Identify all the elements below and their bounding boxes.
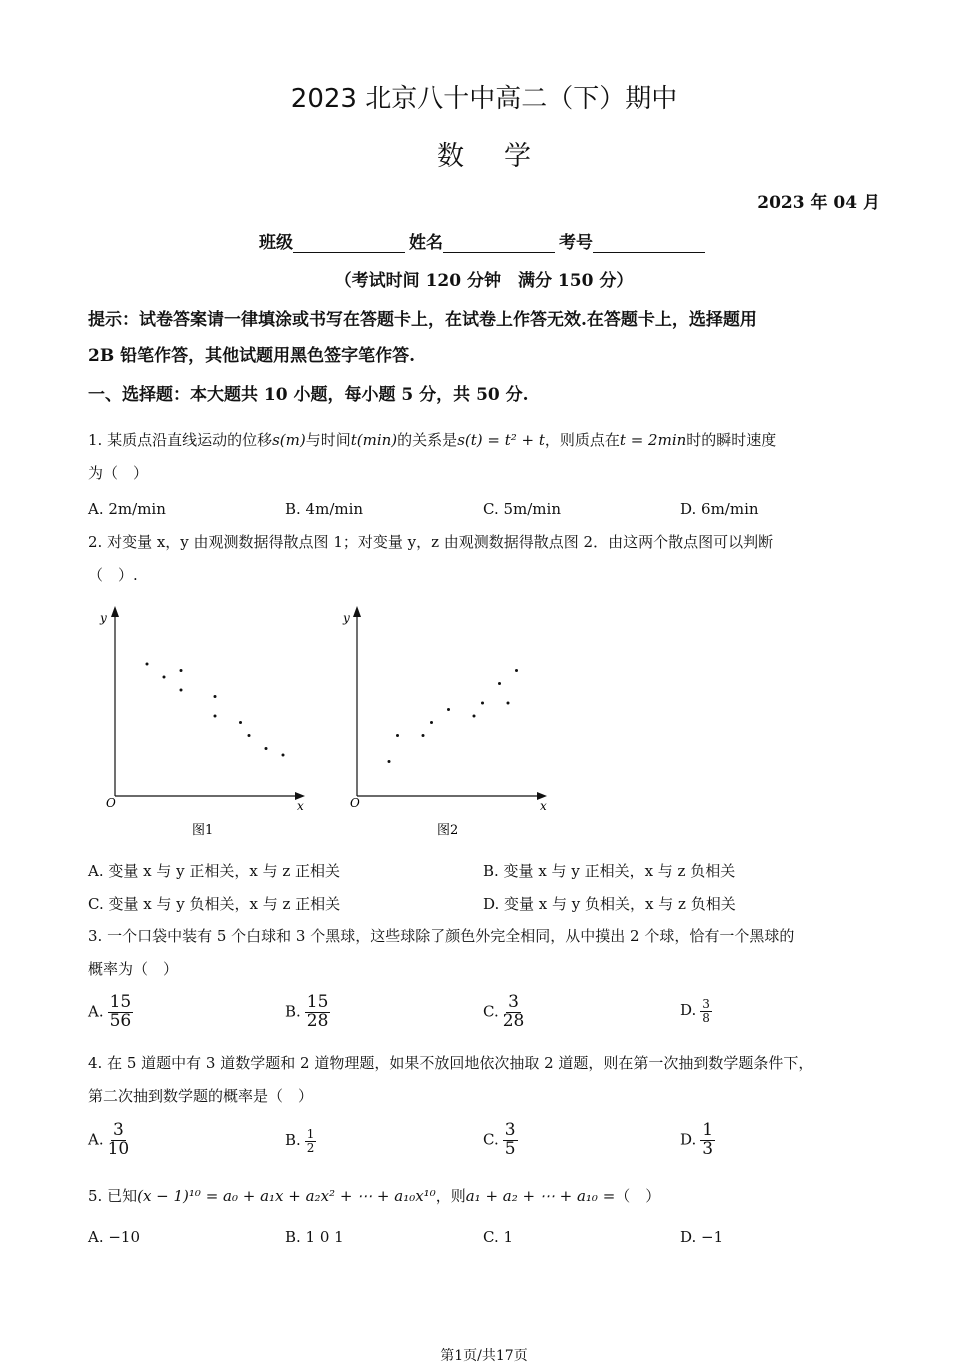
question-2-stem: 2. 对变量 x，y 由观测数据得散点图 1；对变量 y，z 由观测数据得散点图 2．由这两个散点图可以判断: [88, 533, 774, 551]
q2-option-c[interactable]: C. 变量 x 与 y 负相关，x 与 z 正相关: [88, 895, 341, 913]
scatter-point: [214, 715, 217, 718]
numerator: 15: [306, 992, 329, 1012]
option-label: B.: [285, 1002, 301, 1021]
scatter-point: [388, 760, 391, 763]
q1-option-c[interactable]: C. 5m/min: [483, 500, 561, 518]
numerator: 1: [306, 1127, 315, 1141]
page-footer: 第1页/共17页: [440, 1348, 528, 1364]
scatter-plot-2: [342, 606, 547, 838]
q3-option-c[interactable]: [483, 994, 524, 1031]
page-title: 2023 北京八十中高二（下）期中: [290, 84, 678, 114]
q3-option-b[interactable]: [285, 994, 330, 1031]
scatter-point: [507, 702, 510, 705]
scatter-point: [515, 669, 518, 672]
question-4-stem: 4. 在 5 道题中有 3 道数学题和 2 道物理题，如果不放回地依次抽取 2 道题，则在第一次抽到数学题条件下，: [88, 1054, 814, 1072]
student-info-line: [0, 228, 968, 253]
instructions: [88, 302, 888, 374]
option-label: D.: [680, 1001, 697, 1020]
y-axis-label: y: [100, 611, 107, 625]
scatter-point: [473, 715, 476, 718]
numerator: 3: [113, 1120, 124, 1140]
question-3-stem-line2: 概率为（ ）: [88, 960, 179, 978]
instructions-line-1: 提示：试卷答案请一律填涂或书写在答题卡上，在试卷上作答无效.在答题卡上，选择题用: [88, 310, 757, 330]
option-label: C.: [483, 1002, 499, 1021]
scatter-point: [430, 721, 433, 724]
instructions-line-2: 2B 铅笔作答，其他试题用黑色签字笔作答.: [88, 346, 416, 366]
q1-text: ，则质点在: [544, 431, 620, 449]
q3-option-a[interactable]: [88, 994, 133, 1031]
option-label: A.: [88, 1002, 104, 1021]
numerator: 1: [702, 1120, 714, 1140]
question-3: [88, 920, 888, 986]
fraction: [305, 994, 331, 1031]
scatter-point: [163, 676, 166, 679]
fraction: [700, 1122, 715, 1159]
denominator: 28: [502, 1010, 525, 1031]
denominator: 10: [107, 1138, 130, 1159]
q1-text: 与时间: [305, 431, 351, 449]
exam-date: 2023 年 04 月: [757, 193, 880, 213]
q1-condition: t = 2min: [619, 431, 687, 449]
id-field[interactable]: [593, 234, 705, 253]
scatter-point: [180, 689, 183, 692]
q1-option-b[interactable]: B. 4m/min: [285, 500, 364, 518]
question-4: [88, 1047, 888, 1113]
q1-displacement: s(m): [272, 431, 306, 449]
q1-formula: s(t) = t² + t: [457, 431, 545, 449]
fraction: [108, 994, 134, 1031]
q1-text: 的关系是: [397, 431, 458, 449]
question-1: [88, 424, 888, 490]
scatter-2-points: [388, 669, 519, 763]
scatter-point: [265, 747, 268, 750]
denominator: 5: [504, 1138, 516, 1159]
scatter-point: [396, 734, 399, 737]
x-axis-label: x: [297, 799, 304, 813]
id-label: 考号: [559, 233, 593, 253]
y-axis-arrow: [353, 606, 361, 617]
denominator: 3: [702, 1138, 714, 1159]
fraction: [305, 1128, 317, 1154]
denominator: 56: [109, 1010, 132, 1031]
q5-text: 5. 已知: [88, 1187, 138, 1205]
scatter-point: [422, 734, 425, 737]
scatter-point: [447, 708, 450, 711]
q5-text: （ ）: [615, 1187, 661, 1205]
scatter-1-points: [146, 663, 285, 757]
denominator: 2: [306, 1140, 315, 1155]
y-axis-label: y: [343, 611, 350, 625]
q4-option-c[interactable]: [483, 1122, 518, 1159]
question-5: [88, 1180, 888, 1213]
origin-label: O: [106, 796, 116, 810]
q5-option-d[interactable]: D. −1: [680, 1228, 724, 1246]
q5-formula: (x − 1)¹⁰ = a₀ + a₁x + a₂x² + ⋯ + a₁₀x¹⁰: [137, 1187, 436, 1205]
scatter-point: [481, 702, 484, 705]
numerator: 15: [109, 992, 132, 1012]
figure-1-caption: 图1: [192, 823, 214, 838]
option-label: C.: [483, 1130, 499, 1149]
scatter-plot-1: [99, 606, 305, 838]
y-axis-arrow: [111, 606, 119, 617]
scatter-point: [282, 754, 285, 757]
scatter-point: [248, 734, 251, 737]
option-label: D.: [680, 1130, 697, 1149]
q5-option-a[interactable]: A. −10: [88, 1228, 141, 1246]
q1-text: 时的瞬时速度: [686, 431, 777, 449]
q2-option-a[interactable]: A. 变量 x 与 y 正相关，x 与 z 正相关: [88, 862, 341, 880]
subject-title: 数学: [437, 141, 571, 172]
q3-option-d[interactable]: [680, 998, 712, 1024]
q4-option-b[interactable]: [285, 1128, 316, 1154]
scatter-point: [180, 669, 183, 672]
section-heading: 一、选择题：本大题共 10 小题，每小题 5 分，共 50 分.: [88, 385, 529, 405]
question-1-stem: [88, 424, 888, 457]
figure-2-caption: 图2: [437, 823, 459, 838]
q4-option-d[interactable]: [680, 1122, 715, 1159]
fraction: [700, 998, 712, 1024]
q2-option-b[interactable]: B. 变量 x 与 y 正相关，x 与 z 负相关: [483, 862, 736, 880]
name-field[interactable]: [443, 234, 555, 253]
q5-target: a₁ + a₂ + ⋯ + a₁₀ =: [465, 1187, 616, 1205]
q1-time: t(min): [350, 431, 398, 449]
question-3-stem: 3. 一个口袋中装有 5 个白球和 3 个黑球，这些球除了颜色外完全相同，从中摸出 2 个球，恰有一个黑球的: [88, 927, 795, 945]
q2-option-d[interactable]: D. 变量 x 与 y 负相关，x 与 z 负相关: [483, 895, 736, 913]
question-2-stem-line2: （ ）.: [88, 566, 138, 584]
q1-option-a[interactable]: A. 2m/min: [88, 500, 166, 518]
scatter-figures: [95, 600, 575, 845]
option-label: B.: [285, 1131, 301, 1150]
scatter-point: [239, 721, 242, 724]
scatter-point: [498, 682, 501, 685]
name-label: 姓名: [409, 233, 443, 253]
question-1-stem-line2: 为（ ）: [88, 464, 149, 482]
class-label: 班级: [259, 233, 293, 253]
origin-label: O: [350, 796, 360, 810]
q1-text: 1. 某质点沿直线运动的位移: [88, 431, 273, 449]
q4-option-a[interactable]: [88, 1122, 129, 1159]
exam-info: （考试时间 120 分钟 满分 150 分）: [334, 271, 634, 291]
numerator: 3: [504, 1120, 516, 1140]
x-axis-label: x: [540, 799, 547, 813]
q5-option-c[interactable]: C. 1: [483, 1228, 514, 1246]
fraction: [108, 1122, 130, 1159]
denominator: 8: [702, 1010, 710, 1025]
q5-option-b[interactable]: B. 1 0 1: [285, 1228, 344, 1246]
scatter-point: [146, 663, 149, 666]
option-label: A.: [88, 1130, 104, 1149]
numerator: 3: [508, 992, 519, 1012]
q5-text: ，则: [435, 1187, 466, 1205]
question-2: [88, 526, 888, 592]
class-field[interactable]: [293, 234, 405, 253]
numerator: 3: [702, 997, 710, 1011]
denominator: 28: [306, 1010, 329, 1031]
fraction: [503, 1122, 518, 1159]
fraction: [503, 994, 525, 1031]
q1-option-d[interactable]: D. 6m/min: [680, 500, 759, 518]
question-4-stem-line2: 第二次抽到数学题的概率是（ ）: [88, 1087, 314, 1105]
scatter-point: [214, 695, 217, 698]
